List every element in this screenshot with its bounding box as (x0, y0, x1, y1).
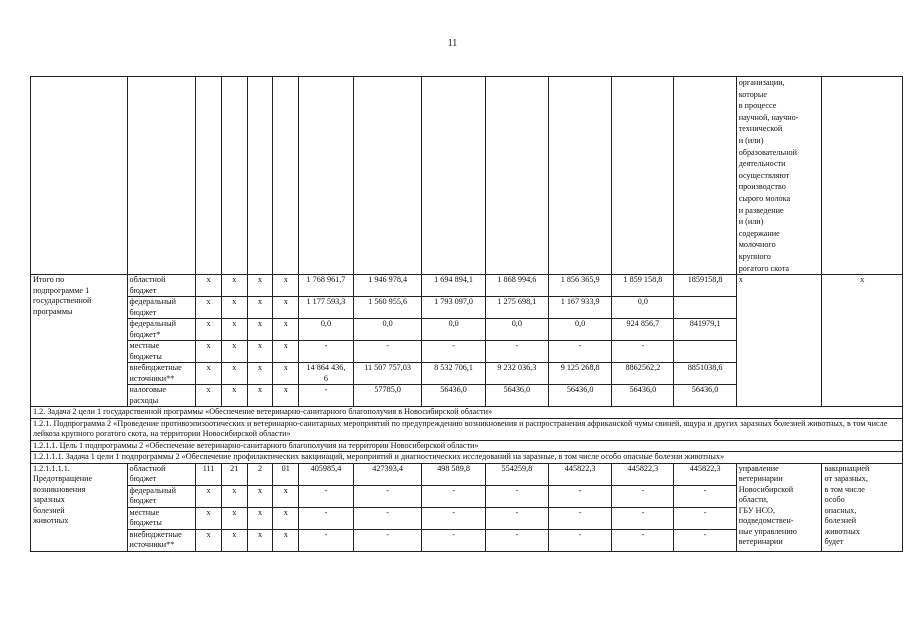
code-cell: х (247, 275, 273, 297)
program-table (30, 76, 903, 552)
amount-cell: - (485, 341, 548, 363)
code-cell: х (196, 385, 222, 407)
amount-cell: - (299, 529, 354, 551)
code-cell: 2 (247, 463, 273, 485)
amount-cell: 1 167 933,9 (549, 297, 612, 319)
section-heading-row (31, 452, 903, 464)
amount-cell: 8851038,6 (674, 363, 736, 385)
code-cell: х (196, 529, 222, 551)
amount-cell: 0,0 (485, 319, 548, 341)
code-cell: х (273, 485, 299, 507)
empty-cell (299, 77, 354, 275)
amount-cell: - (422, 485, 485, 507)
amount-cell: - (353, 485, 422, 507)
amount-cell: - (422, 341, 485, 363)
amount-cell: 9 125 268,8 (549, 363, 612, 385)
amount-cell: - (549, 507, 612, 529)
amount-cell: 1 694 894,1 (422, 275, 485, 297)
code-cell: 21 (221, 463, 247, 485)
table-row (31, 77, 903, 275)
amount-cell: 1 793 097,0 (422, 297, 485, 319)
amount-cell: 445822,3 (674, 463, 736, 485)
code-cell: 111 (196, 463, 222, 485)
code-cell: х (247, 363, 273, 385)
code-cell: х (273, 385, 299, 407)
empty-cell (31, 77, 128, 275)
amount-cell: - (612, 507, 674, 529)
empty-cell (612, 77, 674, 275)
amount-cell: - (299, 341, 354, 363)
amount-cell: 1 859 158,8 (612, 275, 674, 297)
result-cell: вакцинацией от заразных, в том числе особо опасных, болезней животных будет (822, 463, 903, 551)
code-cell: х (221, 507, 247, 529)
section-heading-row (31, 407, 903, 419)
executor-cell: управление ветеринарии Новосибирской области, ГБУ НСО, подведомствен- ные управлению ветеринарии (736, 463, 822, 551)
section-heading-row (31, 440, 903, 452)
amount-cell: 56436,0 (549, 385, 612, 407)
code-cell: х (221, 529, 247, 551)
code-cell: х (196, 485, 222, 507)
code-cell: х (221, 385, 247, 407)
amount-cell: - (612, 485, 674, 507)
amount-cell: - (299, 385, 354, 407)
code-cell: х (247, 319, 273, 341)
amount-cell: 924 856,7 (612, 319, 674, 341)
amount-cell: 498 589,8 (422, 463, 485, 485)
amount-cell: - (549, 341, 612, 363)
section-heading: 1.2. Задача 2 цели 1 государственной программы «Обеспечение ветеринарно-санитарного благополучия в Новосибирской области» (31, 407, 903, 419)
amount-cell: - (674, 507, 736, 529)
amount-cell: - (299, 507, 354, 529)
amount-cell: 1859158,8 (674, 275, 736, 297)
amount-cell: - (549, 485, 612, 507)
amount-cell: 56436,0 (422, 385, 485, 407)
code-cell: х (247, 297, 273, 319)
funding-source: местные бюджеты (127, 507, 196, 529)
funding-source: областной бюджет (127, 463, 196, 485)
code-cell: х (221, 297, 247, 319)
code-cell: х (247, 341, 273, 363)
funding-source: местные бюджеты (127, 341, 196, 363)
empty-cell (353, 77, 422, 275)
amount-cell: 1 946 978,4 (353, 275, 422, 297)
empty-cell (422, 77, 485, 275)
amount-cell: - (422, 507, 485, 529)
amount-cell: 1 768 961,7 (299, 275, 354, 297)
funding-source: внебюджетные источники** (127, 529, 196, 551)
code-cell: х (196, 363, 222, 385)
code-cell: х (273, 319, 299, 341)
code-cell: х (196, 275, 222, 297)
amount-cell: - (612, 529, 674, 551)
code-cell: х (247, 485, 273, 507)
code-cell: х (273, 529, 299, 551)
amount-cell: 56436,0 (612, 385, 674, 407)
code-cell: х (196, 341, 222, 363)
amount-cell (674, 341, 736, 363)
code-cell: х (273, 297, 299, 319)
funding-source: налоговые расходы (127, 385, 196, 407)
code-cell: х (196, 507, 222, 529)
amount-cell: 14 864 436, 6 (299, 363, 354, 385)
amount-cell: 427393,4 (353, 463, 422, 485)
amount-cell: - (612, 341, 674, 363)
amount-cell: - (353, 341, 422, 363)
empty-cell (485, 77, 548, 275)
empty-cell (273, 77, 299, 275)
code-cell: х (247, 507, 273, 529)
code-cell: х (221, 485, 247, 507)
code-cell: 01 (273, 463, 299, 485)
code-cell: х (221, 275, 247, 297)
amount-cell (674, 297, 736, 319)
amount-cell: - (674, 529, 736, 551)
amount-cell: - (485, 485, 548, 507)
table-row (31, 275, 903, 297)
funding-source: внебюджетные источники** (127, 363, 196, 385)
amount-cell: 405985,4 (299, 463, 354, 485)
empty-cell (822, 77, 903, 275)
amount-cell: 57785,0 (353, 385, 422, 407)
amount-cell: - (674, 485, 736, 507)
amount-cell: 1 560 955,6 (353, 297, 422, 319)
amount-cell: 9 232 036,3 (485, 363, 548, 385)
amount-cell: - (299, 485, 354, 507)
amount-cell: - (485, 529, 548, 551)
funding-source: федеральный бюджет (127, 297, 196, 319)
executor-cell: х (736, 275, 822, 407)
amount-cell: - (422, 529, 485, 551)
amount-cell: 0,0 (612, 297, 674, 319)
amount-cell: 0,0 (549, 319, 612, 341)
amount-cell: 1 177 593,3 (299, 297, 354, 319)
code-cell: х (247, 385, 273, 407)
section-heading-row (31, 418, 903, 440)
funding-source: федеральный бюджет* (127, 319, 196, 341)
code-cell: х (273, 275, 299, 297)
code-cell: х (273, 507, 299, 529)
empty-cell (196, 77, 222, 275)
amount-cell: 445822,3 (612, 463, 674, 485)
amount-cell: 1 275 698,1 (485, 297, 548, 319)
code-cell: х (273, 341, 299, 363)
code-cell: х (221, 341, 247, 363)
empty-cell (221, 77, 247, 275)
code-cell: х (247, 529, 273, 551)
amount-cell: - (485, 507, 548, 529)
amount-cell: 841979,1 (674, 319, 736, 341)
amount-cell: 8862562,2 (612, 363, 674, 385)
amount-cell: 554259,8 (485, 463, 548, 485)
empty-cell (127, 77, 196, 275)
amount-cell: 445822,3 (549, 463, 612, 485)
amount-cell: 1 868 994,6 (485, 275, 548, 297)
code-cell: х (196, 297, 222, 319)
empty-cell (549, 77, 612, 275)
recipients-cell: организации, которые в процессе научной, научно- технической и (или) образовательной деятельности осуществляют производство сырого молока и разведение и (или) содержание молочного крупного рогатого скота (736, 77, 822, 275)
code-cell: х (221, 363, 247, 385)
funding-source: областной бюджет (127, 275, 196, 297)
code-cell: х (273, 363, 299, 385)
amount-cell: - (353, 529, 422, 551)
section-heading: 1.2.1.1. Цель 1 подпрограммы 2 «Обеспечение ветеринарно-санитарного благополучия на территории Новосибирской области» (31, 440, 903, 452)
amount-cell: - (549, 529, 612, 551)
table-row (31, 463, 903, 485)
empty-cell (247, 77, 273, 275)
result-cell: х (822, 275, 903, 407)
section-heading: 1.2.1.1.1. Задача 1 цели 1 подпрограммы 2 «Обеспечение профилактических вакцинаций, мероприятий и диагностических исследований на заразные, в том числе особо опасные болезни животных» (31, 452, 903, 464)
amount-cell: - (353, 507, 422, 529)
code-cell: х (196, 319, 222, 341)
amount-cell: 1 856 365,9 (549, 275, 612, 297)
measure-title: 1.2.1.1.1.1. Предотвращение возникновения заразных болезней животных (31, 463, 128, 551)
funding-source: федеральный бюджет (127, 485, 196, 507)
code-cell: х (221, 319, 247, 341)
amount-cell: 0,0 (353, 319, 422, 341)
amount-cell: 11 507 757,03 (353, 363, 422, 385)
subprogram-total-title: Итого по подпрограмме 1 государственной программы (31, 275, 128, 407)
amount-cell: 0,0 (299, 319, 354, 341)
amount-cell: 8 532 706,1 (422, 363, 485, 385)
section-heading: 1.2.1. Подпрограмма 2 «Проведение противоэпизоотических и ветеринарно-санитарных мероприятий по предупреждению возникновения и распространения африканской чумы свиней, ящура и других заразных болезней животных, в том числе лейкоза крупного рогатого скота, на территории Новосибирской области» (31, 418, 903, 440)
amount-cell: 56436,0 (674, 385, 736, 407)
amount-cell: 0,0 (422, 319, 485, 341)
empty-cell (674, 77, 736, 275)
amount-cell: 56436,0 (485, 385, 548, 407)
page-number: 11 (447, 38, 458, 49)
